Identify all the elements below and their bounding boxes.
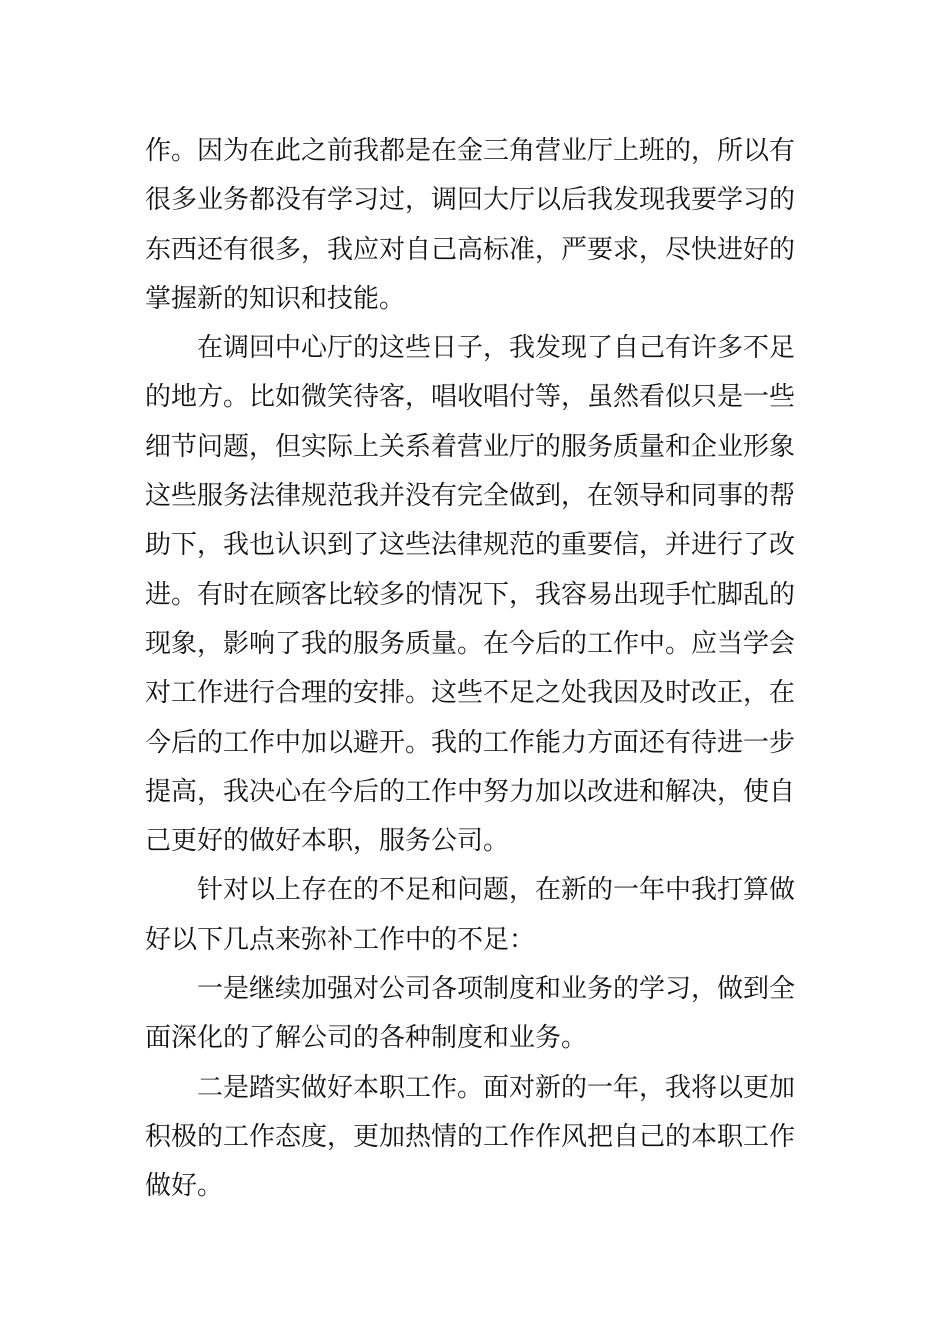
text-line: 的地方。比如微笑待客，唱收唱付等，虽然看似只是一些 — [145, 382, 796, 413]
document-body — [145, 127, 810, 1212]
text-line: 现象，影响了我的服务质量。在今后的工作中。应当学会 — [145, 628, 796, 659]
text-line: 对工作进行合理的安排。这些不足之处我因及时改正，在 — [145, 678, 796, 709]
text-line: 积极的工作态度，更加热情的工作作风把自己的本职工作 — [145, 1121, 796, 1152]
text-line: 进。有时在顾客比较多的情况下，我容易出现手忙脚乱的 — [145, 579, 796, 610]
text-line: 好以下几点来弥补工作中的不足： — [145, 924, 536, 955]
text-line: 东西还有很多，我应对自己高标准，严要求，尽快进好的 — [145, 234, 796, 265]
text-line: 提高，我决心在今后的工作中努力加以改进和解决，使自 — [145, 776, 796, 807]
paragraph-start-line: 针对以上存在的不足和问题，在新的一年中我打算做 — [145, 875, 796, 906]
text-line: 细节问题，但实际上关系着营业厅的服务质量和企业形象 — [145, 431, 796, 462]
text-line: 这些服务法律规范我并没有完全做到，在领导和同事的帮 — [145, 481, 796, 512]
paragraph-start-line: 二是踏实做好本职工作。面对新的一年，我将以更加 — [145, 1072, 796, 1103]
text-line: 作。因为在此之前我都是在金三角营业厅上班的，所以有 — [145, 136, 796, 166]
text-line: 今后的工作中加以避开。我的工作能力方面还有待进一步 — [145, 727, 796, 758]
text-line: 面深化的了解公司的各种制度和业务。 — [145, 1023, 588, 1054]
text-line: 助下，我也认识到了这些法律规范的重要信，并进行了改 — [145, 530, 796, 561]
paragraph-start-line: 在调回中心厅的这些日子，我发现了自己有许多不足 — [145, 333, 796, 364]
paragraph-start-line: 一是继续加强对公司各项制度和业务的学习，做到全 — [145, 974, 796, 1005]
text-line: 掌握新的知识和技能。 — [145, 283, 406, 314]
text-line: 己更好的做好本职，服务公司。 — [145, 826, 510, 857]
text-line: 做好。 — [145, 1171, 224, 1202]
text-line: 很多业务都没有学习过，调回大厅以后我发现我要学习的 — [145, 185, 796, 216]
